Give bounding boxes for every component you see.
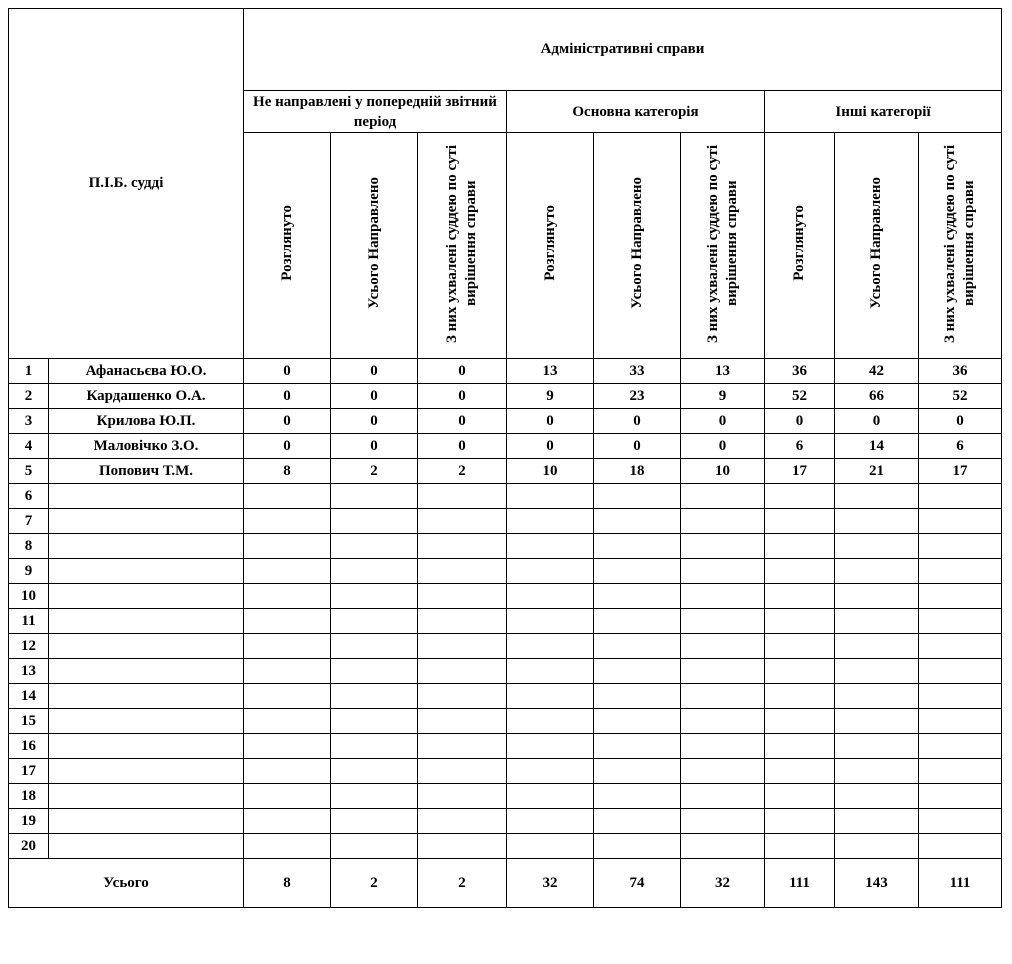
table-cell xyxy=(919,584,1002,609)
table-cell xyxy=(681,584,765,609)
table-cell xyxy=(919,559,1002,584)
subcolumn-header xyxy=(594,133,681,359)
table-cell: 0 xyxy=(418,384,507,409)
table-cell xyxy=(835,784,919,809)
table-cell xyxy=(418,734,507,759)
judge-name: Крилова Ю.П. xyxy=(49,409,244,434)
table-cell xyxy=(507,784,594,809)
subcolumn-header-label: Розглянуто xyxy=(541,205,558,281)
table-row xyxy=(9,359,1002,384)
table-cell: 9 xyxy=(681,384,765,409)
table-cell xyxy=(681,484,765,509)
table-row xyxy=(9,634,1002,659)
table-cell xyxy=(331,809,418,834)
table-cell xyxy=(331,509,418,534)
table-cell: 6 xyxy=(919,434,1002,459)
table-cell xyxy=(765,609,835,634)
table-row xyxy=(9,584,1002,609)
table-cell xyxy=(919,684,1002,709)
table-cell xyxy=(507,584,594,609)
table-cell xyxy=(835,809,919,834)
table-cell xyxy=(835,534,919,559)
table-cell xyxy=(681,809,765,834)
table-cell xyxy=(835,709,919,734)
table-cell xyxy=(765,634,835,659)
table-cell: 36 xyxy=(919,359,1002,384)
table-row xyxy=(9,384,1002,409)
table-cell xyxy=(244,809,331,834)
table-cell xyxy=(244,684,331,709)
table-cell xyxy=(681,834,765,859)
judge-name xyxy=(49,534,244,559)
table-cell xyxy=(244,659,331,684)
table-cell xyxy=(765,559,835,584)
table-cell xyxy=(244,709,331,734)
table-row xyxy=(9,534,1002,559)
table-cell xyxy=(594,509,681,534)
table-cell xyxy=(765,809,835,834)
table-cell: 0 xyxy=(418,409,507,434)
table-cell xyxy=(418,759,507,784)
table-cell xyxy=(244,734,331,759)
table-cell xyxy=(331,784,418,809)
table-cell xyxy=(919,784,1002,809)
table-cell xyxy=(331,659,418,684)
total-label: Усього xyxy=(9,859,244,908)
table-cell: 2 xyxy=(331,459,418,484)
table-cell: 42 xyxy=(835,359,919,384)
table-cell xyxy=(835,509,919,534)
table-cell xyxy=(244,834,331,859)
subcolumn-header xyxy=(919,133,1002,359)
table-cell xyxy=(919,534,1002,559)
table-cell xyxy=(507,509,594,534)
table-cell xyxy=(331,734,418,759)
total-cell: 2 xyxy=(418,859,507,908)
table-cell xyxy=(919,809,1002,834)
table-cell: 0 xyxy=(418,434,507,459)
table-cell xyxy=(681,659,765,684)
table-row xyxy=(9,834,1002,859)
row-number: 15 xyxy=(9,709,49,734)
group-other-categories-header: Інші категорії xyxy=(765,91,1002,133)
table-cell xyxy=(594,834,681,859)
table-cell: 66 xyxy=(835,384,919,409)
table-cell xyxy=(765,484,835,509)
table-cell xyxy=(507,709,594,734)
table-cell xyxy=(331,559,418,584)
subcolumn-header xyxy=(244,133,331,359)
table-cell: 0 xyxy=(594,434,681,459)
total-row xyxy=(9,859,1002,908)
table-cell xyxy=(681,734,765,759)
judge-name xyxy=(49,759,244,784)
table-cell: 0 xyxy=(331,434,418,459)
judge-name xyxy=(49,659,244,684)
judge-name xyxy=(49,609,244,634)
total-cell: 111 xyxy=(765,859,835,908)
table-cell xyxy=(835,484,919,509)
table-cell xyxy=(507,734,594,759)
table-cell xyxy=(835,684,919,709)
group-main-category-header: Основна категорія xyxy=(507,91,765,133)
table-cell xyxy=(331,709,418,734)
table-cell xyxy=(418,659,507,684)
table-cell xyxy=(331,609,418,634)
table-cell xyxy=(331,834,418,859)
table-cell: 0 xyxy=(594,409,681,434)
table-cell xyxy=(507,809,594,834)
table-cell: 0 xyxy=(244,384,331,409)
table-cell xyxy=(765,659,835,684)
subcolumn-header-label: Розглянуто xyxy=(791,205,807,281)
table-row xyxy=(9,759,1002,784)
table-cell: 8 xyxy=(244,459,331,484)
total-cell: 32 xyxy=(507,859,594,908)
table-cell xyxy=(594,759,681,784)
table-cell xyxy=(418,834,507,859)
table-cell: 0 xyxy=(244,434,331,459)
judge-name xyxy=(49,684,244,709)
row-number: 19 xyxy=(9,809,49,834)
table-cell: 9 xyxy=(507,384,594,409)
row-number: 4 xyxy=(9,434,49,459)
judge-name: Кардашенко О.А. xyxy=(49,384,244,409)
table-row xyxy=(9,459,1002,484)
table-cell xyxy=(594,734,681,759)
row-number: 7 xyxy=(9,509,49,534)
table-cell xyxy=(244,634,331,659)
row-number: 3 xyxy=(9,409,49,434)
table-cell: 10 xyxy=(681,459,765,484)
table-cell xyxy=(594,584,681,609)
table-cell: 21 xyxy=(835,459,919,484)
table-cell xyxy=(244,559,331,584)
row-number: 13 xyxy=(9,659,49,684)
table-cell: 0 xyxy=(507,409,594,434)
total-cell: 8 xyxy=(244,859,331,908)
table-row xyxy=(9,684,1002,709)
judge-name xyxy=(49,484,244,509)
judge-name: Маловічко З.О. xyxy=(49,434,244,459)
table-cell xyxy=(418,484,507,509)
table-cell xyxy=(418,509,507,534)
table-cell: 13 xyxy=(507,359,594,384)
table-cell xyxy=(765,709,835,734)
table-cell xyxy=(835,734,919,759)
judge-name xyxy=(49,634,244,659)
total-cell: 143 xyxy=(835,859,919,908)
table-cell xyxy=(594,534,681,559)
table-cell xyxy=(418,684,507,709)
table-cell: 18 xyxy=(594,459,681,484)
table-cell: 52 xyxy=(765,384,835,409)
table-cell xyxy=(919,734,1002,759)
table-cell xyxy=(244,534,331,559)
table-cell xyxy=(418,809,507,834)
table-cell xyxy=(507,559,594,584)
table-cell: 10 xyxy=(507,459,594,484)
total-cell: 2 xyxy=(331,859,418,908)
subcolumn-header-label: З них ухвалені суддею по суті вирішення справи xyxy=(704,143,740,343)
judge-name xyxy=(49,784,244,809)
table-row xyxy=(9,609,1002,634)
row-number: 18 xyxy=(9,784,49,809)
table-cell xyxy=(507,634,594,659)
subcolumn-header xyxy=(835,133,919,359)
table-row xyxy=(9,784,1002,809)
table-cell xyxy=(594,659,681,684)
table-cell xyxy=(331,634,418,659)
row-number: 5 xyxy=(9,459,49,484)
table-cell xyxy=(507,659,594,684)
table-cell xyxy=(507,534,594,559)
table-cell: 0 xyxy=(919,409,1002,434)
table-cell: 52 xyxy=(919,384,1002,409)
subcolumn-header-label: Усього Направлено xyxy=(628,177,645,309)
subcolumn-header xyxy=(331,133,418,359)
table-cell: 33 xyxy=(594,359,681,384)
table-cell: 0 xyxy=(507,434,594,459)
table-cell xyxy=(331,584,418,609)
table-row xyxy=(9,409,1002,434)
table-cell xyxy=(765,834,835,859)
table-cell xyxy=(681,534,765,559)
total-cell: 32 xyxy=(681,859,765,908)
table-cell: 0 xyxy=(418,359,507,384)
table-cell xyxy=(507,484,594,509)
group-not-sent-header: Не направлені у попередній звітний період xyxy=(244,91,507,133)
table-cell xyxy=(681,559,765,584)
row-number: 10 xyxy=(9,584,49,609)
total-cell: 74 xyxy=(594,859,681,908)
table-cell: 0 xyxy=(681,409,765,434)
table-cell xyxy=(765,509,835,534)
table-cell xyxy=(765,784,835,809)
table-cell xyxy=(919,834,1002,859)
table-cell: 0 xyxy=(765,409,835,434)
table-row xyxy=(9,709,1002,734)
table-cell xyxy=(681,759,765,784)
table-cell xyxy=(681,684,765,709)
table-cell xyxy=(835,659,919,684)
table-cell: 0 xyxy=(244,359,331,384)
table-cell xyxy=(835,634,919,659)
row-number: 20 xyxy=(9,834,49,859)
table-cell xyxy=(681,709,765,734)
row-number: 8 xyxy=(9,534,49,559)
table-cell: 0 xyxy=(681,434,765,459)
table-cell xyxy=(594,484,681,509)
table-cell xyxy=(507,609,594,634)
subcolumn-header xyxy=(507,133,594,359)
row-number: 1 xyxy=(9,359,49,384)
table-row xyxy=(9,734,1002,759)
table-cell xyxy=(594,709,681,734)
table-cell xyxy=(765,734,835,759)
table-cell xyxy=(765,584,835,609)
judge-name: Попович Т.М. xyxy=(49,459,244,484)
table-cell: 6 xyxy=(765,434,835,459)
table-row xyxy=(9,659,1002,684)
table-cell: 17 xyxy=(919,459,1002,484)
table-cell xyxy=(919,509,1002,534)
subcolumn-header-label: Усього Направлено xyxy=(868,177,884,309)
table-cell xyxy=(244,509,331,534)
total-cell: 111 xyxy=(919,859,1002,908)
table-cell xyxy=(418,609,507,634)
table-cell xyxy=(919,484,1002,509)
table-cell xyxy=(765,759,835,784)
row-number: 14 xyxy=(9,684,49,709)
table-cell xyxy=(835,559,919,584)
subcolumn-header-label: Розглянуто xyxy=(278,205,295,281)
table-cell: 0 xyxy=(244,409,331,434)
table-cell xyxy=(681,784,765,809)
table-row xyxy=(9,809,1002,834)
judge-name-header: П.І.Б. судді xyxy=(9,9,244,359)
table-cell xyxy=(418,709,507,734)
subcolumn-header xyxy=(681,133,765,359)
table-cell xyxy=(418,584,507,609)
table-body xyxy=(9,359,1002,859)
admin-cases-table xyxy=(8,8,1002,908)
table-cell xyxy=(594,684,681,709)
table-row xyxy=(9,484,1002,509)
table-cell xyxy=(594,784,681,809)
row-number: 9 xyxy=(9,559,49,584)
table-cell xyxy=(507,759,594,784)
table-cell: 13 xyxy=(681,359,765,384)
row-number: 17 xyxy=(9,759,49,784)
table-cell xyxy=(244,584,331,609)
table-cell xyxy=(594,809,681,834)
subcolumn-header xyxy=(418,133,507,359)
row-number: 2 xyxy=(9,384,49,409)
table-cell xyxy=(835,609,919,634)
table-cell xyxy=(919,659,1002,684)
judge-name xyxy=(49,734,244,759)
table-cell xyxy=(919,634,1002,659)
table-cell xyxy=(835,834,919,859)
table-cell xyxy=(835,584,919,609)
table-cell xyxy=(418,784,507,809)
table-cell xyxy=(681,509,765,534)
table-row xyxy=(9,434,1002,459)
table-cell xyxy=(418,559,507,584)
table-cell xyxy=(765,534,835,559)
table-cell xyxy=(765,684,835,709)
table-cell: 36 xyxy=(765,359,835,384)
table-cell xyxy=(418,634,507,659)
table-cell: 0 xyxy=(331,409,418,434)
subcolumn-header-label: Усього Направлено xyxy=(365,177,382,309)
judge-name xyxy=(49,709,244,734)
table-cell xyxy=(244,759,331,784)
table-cell xyxy=(331,484,418,509)
main-title: Адміністративні справи xyxy=(244,9,1002,91)
table-cell xyxy=(681,634,765,659)
judge-name: Афанасьєва Ю.О. xyxy=(49,359,244,384)
table-cell: 0 xyxy=(331,384,418,409)
table-cell: 23 xyxy=(594,384,681,409)
table-cell xyxy=(244,484,331,509)
table-cell xyxy=(244,609,331,634)
table-row xyxy=(9,559,1002,584)
judge-name xyxy=(49,559,244,584)
table-cell xyxy=(244,784,331,809)
table-cell xyxy=(919,609,1002,634)
row-number: 6 xyxy=(9,484,49,509)
table-cell: 0 xyxy=(835,409,919,434)
table-cell xyxy=(919,709,1002,734)
table-cell xyxy=(681,609,765,634)
table-cell xyxy=(331,684,418,709)
table-cell xyxy=(418,534,507,559)
table-cell: 14 xyxy=(835,434,919,459)
table-cell xyxy=(835,759,919,784)
table-cell: 17 xyxy=(765,459,835,484)
row-number: 16 xyxy=(9,734,49,759)
row-number: 12 xyxy=(9,634,49,659)
table-cell xyxy=(919,759,1002,784)
table-cell xyxy=(594,634,681,659)
judge-name xyxy=(49,834,244,859)
report-sheet xyxy=(8,8,1002,908)
table-row xyxy=(9,509,1002,534)
judge-name xyxy=(49,584,244,609)
table-cell: 0 xyxy=(331,359,418,384)
judge-name xyxy=(49,509,244,534)
table-cell xyxy=(594,609,681,634)
subcolumn-header-label: З них ухвалені суддею по суті вирішення справи xyxy=(444,143,479,343)
table-cell xyxy=(331,534,418,559)
table-cell: 2 xyxy=(418,459,507,484)
subcolumn-header xyxy=(765,133,835,359)
table-cell xyxy=(507,684,594,709)
judge-name xyxy=(49,809,244,834)
subcolumn-header-label: З них ухвалені суддею по суті вирішення справи xyxy=(942,143,978,343)
table-cell xyxy=(507,834,594,859)
row-number: 11 xyxy=(9,609,49,634)
table-cell xyxy=(331,759,418,784)
table-cell xyxy=(594,559,681,584)
